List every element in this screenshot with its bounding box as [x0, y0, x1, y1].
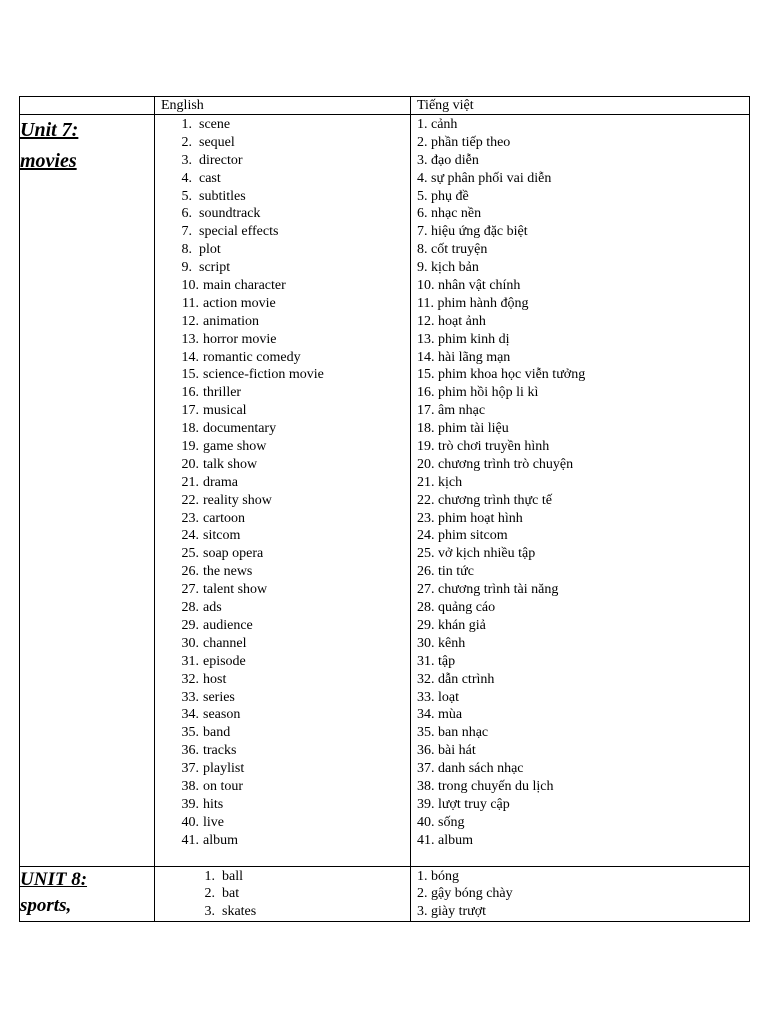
vocab-item-english: [155, 223, 410, 241]
vocab-item-vietnamese: 3. đạo diễn: [417, 152, 479, 168]
vocab-item-vietnamese: 37. danh sách nhạc: [417, 761, 524, 777]
item-number: 5.: [181, 188, 192, 204]
unit8-english-cell: [155, 866, 411, 922]
vocab-item-english: [155, 760, 410, 778]
item-term: host: [203, 671, 227, 687]
item-number: 3.: [181, 152, 192, 168]
vocab-item-vietnamese: 21. kịch: [417, 474, 463, 490]
vocab-item-english: [155, 617, 410, 635]
vocab-item-vietnamese: 33. loạt: [417, 689, 459, 705]
item-number: 31.: [181, 653, 199, 669]
vocab-item-vietnamese: 11. phim hành động: [417, 295, 529, 311]
item-number: 26.: [181, 564, 199, 580]
item-term: soundtrack: [199, 206, 261, 222]
item-number: 39.: [181, 796, 199, 812]
item-number: 35.: [181, 725, 199, 741]
vocab-item-vietnamese: 24. phim sitcom: [417, 528, 508, 544]
unit8-title-line1: UNIT 8:: [20, 868, 88, 890]
vocab-item-english: [155, 903, 410, 921]
header-row: [20, 97, 750, 115]
unit8-english-list: [155, 867, 410, 922]
vocab-item-english: [155, 456, 410, 474]
item-number: 4.: [181, 170, 192, 186]
item-term: cartoon: [203, 510, 245, 526]
vocab-item-vietnamese: 13. phim kinh dị: [417, 331, 510, 347]
item-number: 3.: [204, 904, 215, 920]
item-term: the news: [203, 564, 253, 580]
vocab-item-english: [155, 331, 410, 349]
item-term: ads: [203, 600, 222, 616]
unit7-row: [20, 115, 750, 867]
vocab-item-vietnamese: 16. phim hồi hộp li kì: [417, 385, 539, 401]
unit8-row: [20, 866, 750, 922]
vocab-item-vietnamese: 28. quảng cáo: [417, 600, 496, 616]
vocab-item-vietnamese: 14. hài lãng mạn: [417, 349, 511, 365]
item-number: 21.: [181, 474, 199, 490]
item-term: skates: [222, 904, 257, 920]
vocab-item-vietnamese: 29. khán giả: [417, 617, 486, 633]
item-number: 10.: [181, 278, 199, 294]
item-number: 7.: [181, 224, 192, 240]
unit8-title-cell: [20, 866, 155, 922]
vocab-item-vietnamese: 26. tin tức: [417, 564, 474, 580]
item-term: tracks: [203, 743, 237, 759]
item-number: 36.: [181, 743, 199, 759]
vocab-item-vietnamese: 34. mùa: [417, 707, 463, 723]
item-term: game show: [203, 439, 267, 455]
vocab-item-vietnamese: 30. kênh: [417, 635, 466, 651]
vocab-item-english: [155, 438, 410, 456]
item-number: 18.: [181, 421, 199, 437]
vocab-item-vietnamese: 5. phụ đề: [417, 188, 469, 204]
item-term: talk show: [203, 456, 258, 472]
vocab-item-english: [155, 420, 410, 438]
vocab-item-english: [155, 653, 410, 671]
vocab-item-vietnamese: 27. chương trình tài năng: [417, 582, 559, 598]
vocab-item-vietnamese: 41. album: [417, 832, 473, 848]
item-term: soap opera: [203, 546, 264, 562]
vocab-item-english: [155, 205, 410, 223]
vocab-item-english: [155, 295, 410, 313]
item-number: 1.: [204, 868, 215, 884]
item-number: 8.: [181, 242, 192, 258]
item-number: 22.: [181, 492, 199, 508]
vocab-item-english: [155, 581, 410, 599]
vocab-item-vietnamese: 19. trò chơi truyền hình: [417, 439, 550, 455]
header-vietnamese: Tiếng việt: [411, 97, 750, 115]
vocab-item-english: [155, 724, 410, 742]
vocab-item-english: [155, 832, 410, 850]
item-term: thriller: [203, 385, 242, 401]
item-number: 17.: [181, 403, 199, 419]
item-term: subtitles: [199, 188, 246, 204]
vocab-item-vietnamese: 2. gậy bóng chày: [417, 886, 513, 902]
item-number: 11.: [182, 295, 199, 311]
item-number: 15.: [181, 367, 199, 383]
vocab-item-vietnamese: 38. trong chuyến du lịch: [417, 778, 554, 794]
item-number: 28.: [181, 600, 199, 616]
unit7-english-list: [155, 115, 410, 866]
item-number: 37.: [181, 761, 199, 777]
item-term: romantic comedy: [203, 349, 301, 365]
vocabulary-table: [19, 96, 750, 922]
item-term: season: [203, 707, 241, 723]
unit7-title-line1: Unit 7:: [20, 119, 79, 141]
item-term: sitcom: [203, 528, 241, 544]
item-term: script: [199, 260, 231, 276]
vocab-item-english: [155, 384, 410, 402]
vocab-item-vietnamese: 23. phim hoạt hình: [417, 510, 523, 526]
item-number: 12.: [181, 313, 199, 329]
vocab-item-vietnamese: 7. hiệu ứng đặc biệt: [417, 224, 528, 240]
vocab-item-vietnamese: 12. hoạt ảnh: [417, 313, 486, 329]
item-number: 40.: [181, 814, 199, 830]
vocab-item-english: [155, 492, 410, 510]
item-number: 2.: [204, 886, 215, 902]
item-number: 20.: [181, 456, 199, 472]
unit7-vietnamese-cell: [411, 115, 750, 867]
vocab-item-english: [155, 742, 410, 760]
item-number: 6.: [181, 206, 192, 222]
vocab-item-english: [155, 241, 410, 259]
vocab-item-vietnamese: 39. lượt truy cập: [417, 796, 510, 812]
item-term: drama: [203, 474, 238, 490]
item-term: series: [203, 689, 235, 705]
item-term: documentary: [203, 421, 277, 437]
item-number: 24.: [181, 528, 199, 544]
header-cell-blank: [20, 97, 155, 115]
item-number: 27.: [181, 582, 199, 598]
item-term: hits: [203, 796, 224, 812]
vocab-item-english: [155, 545, 410, 563]
item-number: 34.: [181, 707, 199, 723]
item-term: main character: [203, 278, 286, 294]
item-term: action movie: [203, 295, 276, 311]
vocab-item-english: [155, 366, 410, 384]
item-number: 23.: [181, 510, 199, 526]
unit7-english-cell: [155, 115, 411, 867]
item-number: 13.: [181, 331, 199, 347]
vocab-item-english: [155, 599, 410, 617]
vocab-item-vietnamese: 1. bóng: [417, 868, 459, 884]
item-term: plot: [199, 242, 221, 258]
item-term: ball: [222, 868, 243, 884]
vocab-item-english: [155, 116, 410, 134]
vocab-item-vietnamese: 8. cốt truyện: [417, 242, 488, 258]
item-number: 9.: [181, 260, 192, 276]
item-term: on tour: [203, 778, 244, 794]
vocab-item-english: [155, 349, 410, 367]
item-term: director: [199, 152, 243, 168]
vocab-item-vietnamese: 35. ban nhạc: [417, 725, 489, 741]
unit7-title-cell: [20, 115, 155, 867]
item-term: cast: [199, 170, 221, 186]
vocab-item-english: [155, 134, 410, 152]
unit7-title-line2: movies: [20, 150, 77, 172]
item-term: talent show: [203, 582, 268, 598]
vocab-item-vietnamese: 25. vở kịch nhiều tập: [417, 546, 536, 562]
item-term: channel: [203, 635, 247, 651]
vocab-item-vietnamese: 32. dẫn ctrình: [417, 671, 495, 687]
item-term: animation: [203, 313, 259, 329]
item-number: 14.: [181, 349, 199, 365]
item-number: 32.: [181, 671, 199, 687]
unit8-vietnamese-list: [411, 867, 749, 922]
vocab-item-english: [155, 778, 410, 796]
item-term: live: [203, 814, 224, 830]
vocab-item-english: [155, 706, 410, 724]
vocab-item-english: [155, 527, 410, 545]
item-number: 30.: [181, 635, 199, 651]
vocab-item-vietnamese: 31. tập: [417, 653, 456, 669]
vocab-item-vietnamese: 1. cảnh: [417, 117, 458, 132]
vocab-item-vietnamese: 22. chương trình thực tế: [417, 492, 552, 508]
vocab-item-vietnamese: 40. sống: [417, 814, 465, 830]
item-number: 25.: [181, 546, 199, 562]
vocab-item-english: [155, 689, 410, 707]
vocab-item-english: [155, 152, 410, 170]
item-number: 33.: [181, 689, 199, 705]
item-term: scene: [199, 117, 231, 132]
vocab-item-english: [155, 814, 410, 832]
item-number: 38.: [181, 778, 199, 794]
vocab-item-english: [155, 510, 410, 528]
vocab-item-english: [155, 868, 410, 886]
item-term: science-fiction movie: [203, 367, 324, 383]
vocab-item-vietnamese: 18. phim tài liệu: [417, 421, 509, 437]
item-term: horror movie: [203, 331, 277, 347]
unit7-vietnamese-list: [411, 115, 749, 850]
vocab-item-english: [155, 277, 410, 295]
item-term: audience: [203, 617, 253, 633]
vocab-item-vietnamese: 10. nhân vật chính: [417, 278, 521, 294]
item-number: 29.: [181, 617, 199, 633]
item-term: episode: [203, 653, 246, 669]
vocab-item-english: [155, 635, 410, 653]
vocab-item-vietnamese: 15. phim khoa học viễn tưởng: [417, 367, 586, 383]
vocab-item-english: [155, 313, 410, 331]
item-term: playlist: [203, 761, 245, 777]
vocab-item-english: [155, 188, 410, 206]
vocab-item-vietnamese: 20. chương trình trò chuyện: [417, 456, 574, 472]
vocab-item-vietnamese: 17. âm nhạc: [417, 403, 486, 419]
header-english: English: [155, 97, 411, 115]
unit8-title-line2: sports,: [20, 894, 72, 916]
item-term: musical: [203, 403, 247, 419]
item-number: 2.: [181, 134, 192, 150]
vocab-item-english: [155, 474, 410, 492]
vocab-item-vietnamese: 3. giày trượt: [417, 904, 487, 920]
vocab-item-english: [155, 402, 410, 420]
item-term: reality show: [203, 492, 272, 508]
vocab-item-vietnamese: 2. phần tiếp theo: [417, 134, 511, 150]
vocab-item-english: [155, 885, 410, 903]
item-term: album: [203, 832, 238, 848]
item-term: sequel: [199, 134, 235, 150]
vocab-item-vietnamese: 6. nhạc nền: [417, 206, 482, 222]
item-number: 1.: [181, 117, 192, 132]
vocab-item-english: [155, 671, 410, 689]
vocab-item-vietnamese: 36. bài hát: [417, 743, 476, 759]
item-term: special effects: [199, 224, 279, 240]
item-term: bat: [222, 886, 240, 902]
item-number: 16.: [181, 385, 199, 401]
item-number: 19.: [181, 439, 199, 455]
vocab-item-vietnamese: 9. kịch bản: [417, 260, 479, 276]
unit8-vietnamese-cell: [411, 866, 750, 922]
vocab-item-english: [155, 796, 410, 814]
vocab-item-english: [155, 170, 410, 188]
item-term: band: [203, 725, 231, 741]
vocab-item-english: [155, 563, 410, 581]
vocab-item-vietnamese: 4. sự phân phối vai diễn: [417, 170, 552, 186]
vocab-item-english: [155, 259, 410, 277]
item-number: 41.: [181, 832, 199, 848]
